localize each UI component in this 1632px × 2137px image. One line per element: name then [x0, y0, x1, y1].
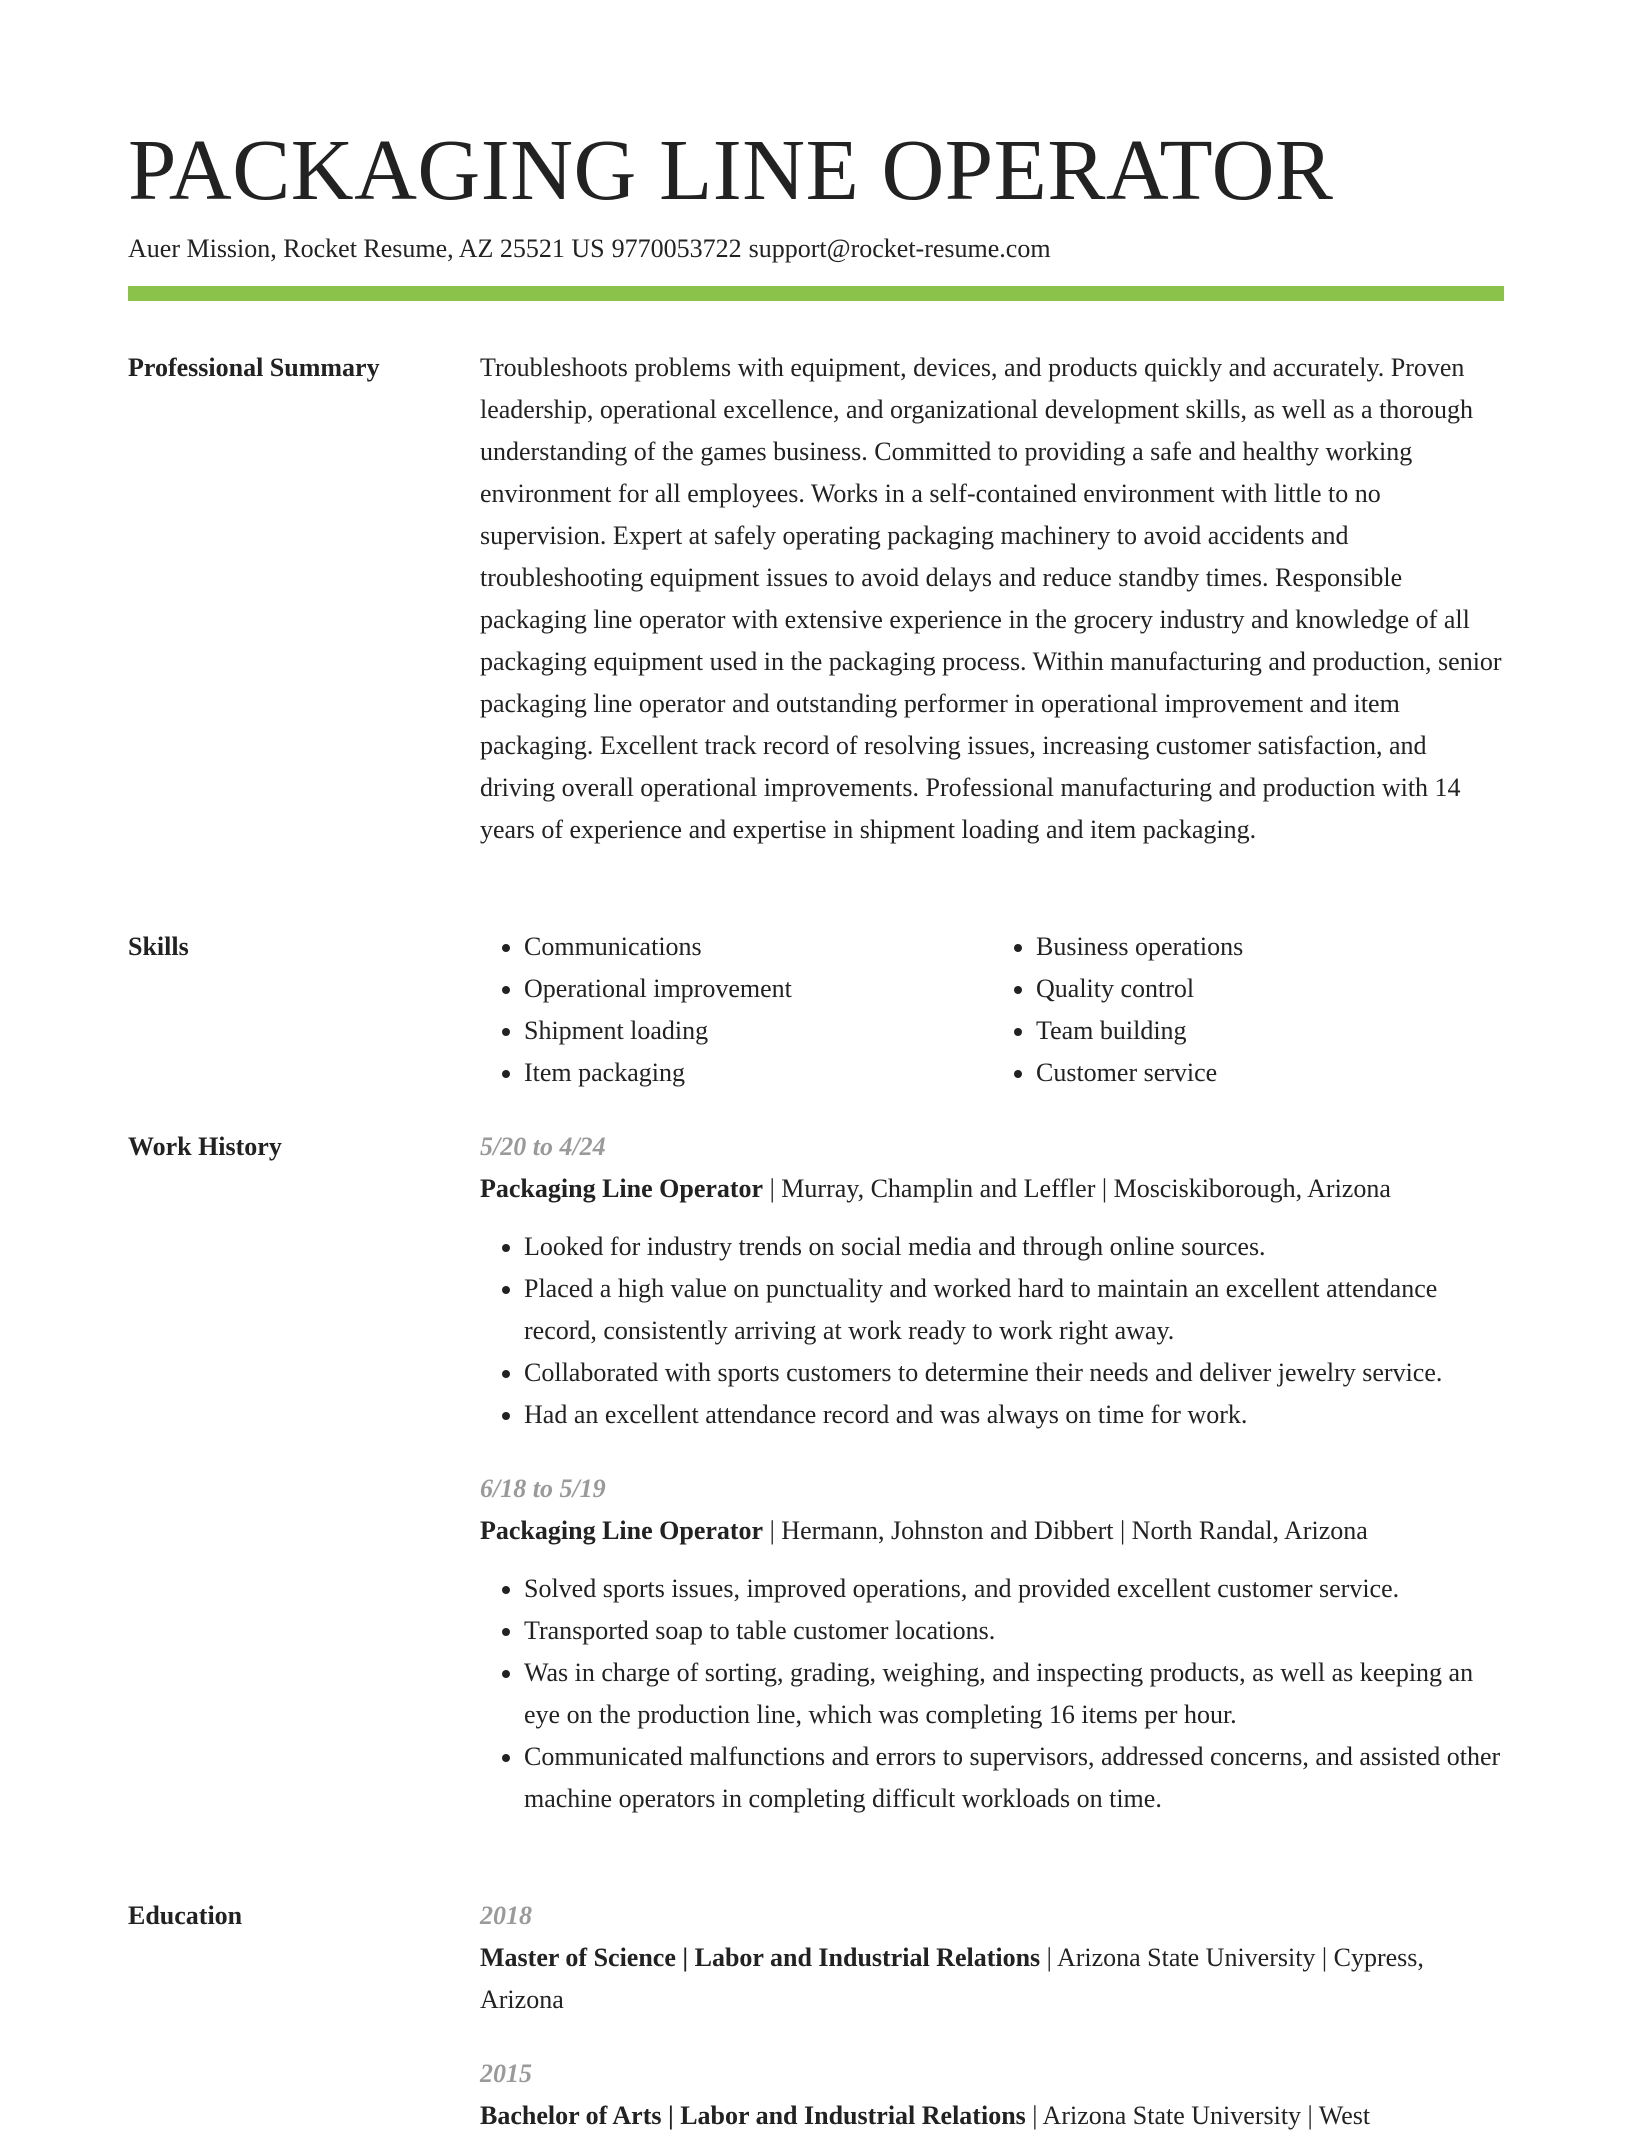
work-history-body	[480, 1126, 1504, 1820]
education-degree: Master of Science | Labor and Industrial Relations	[480, 1943, 1041, 1972]
education-degree: Bachelor of Arts | Labor and Industrial Relations	[480, 2101, 1026, 2130]
summary-heading: Professional Summary	[128, 353, 380, 382]
job-entry	[480, 1126, 1504, 1436]
contact-line	[128, 232, 1058, 266]
education-entry	[480, 2053, 1504, 2137]
skill-item: • Communications	[524, 926, 992, 968]
education-details: | Arizona State University | West	[1025, 2101, 1371, 2130]
summary-text: Troubleshoots problems with equipment, devices, and products quickly and accurately. Proven leadership, operational excellence, and organizational development skills, as well as a thorough understanding of the games business. Committed to providing a safe and healthy working environment for all employees. Works in a self-contained environment with little to no supervision. Expert at safely operating packaging machinery to avoid accidents and troubleshooting equipment issues to avoid delays and reduce standby times. Responsible packaging line operator with extensive experience in the grocery industry and knowledge of all packaging equipment used in the packaging process. Within manufacturing and production, senior packaging line operator and outstanding performer in operational improvement and item packaging. Excellent track record of resolving issues, increasing customer satisfaction, and driving overall operational improvements. Professional manufacturing and production with 14 years of experience and expertise in shipment loading and item packaging.	[480, 353, 1502, 844]
job-bullet: • Communicated malfunctions and errors to supervisors, addressed concerns, and assisted other machine operators in completing difficult workloads on time.	[524, 1736, 1504, 1820]
job-title: Packaging Line Operator	[480, 1174, 764, 1203]
header-divider	[128, 286, 1504, 301]
job-dates: 5/20 to 4/24	[480, 1132, 606, 1161]
skill-item: • Customer service	[1036, 1052, 1504, 1094]
job-details: | Murray, Champlin and Leffler | Mosciskiborough, Arizona	[763, 1174, 1391, 1203]
education-heading: Education	[128, 1901, 243, 1930]
skill-item: • Operational improvement	[524, 968, 992, 1010]
education-year: 2018	[480, 1901, 532, 1930]
job-bullets	[480, 1568, 1504, 1820]
job-bullet: • Had an excellent attendance record and was always on time for work.	[524, 1394, 1504, 1436]
education-body	[480, 1895, 1504, 2137]
job-bullets	[480, 1226, 1504, 1436]
contact-email: support@rocket-resume.com	[748, 234, 1051, 263]
job-header	[480, 1510, 1504, 1552]
summary-body	[480, 347, 1504, 851]
skills-column-left	[480, 926, 992, 1094]
skill-item: • Shipment loading	[524, 1010, 992, 1052]
skills-column-right	[992, 926, 1504, 1094]
resume-title: PACKAGING LINE OPERATOR	[128, 121, 1334, 218]
job-title: Packaging Line Operator	[480, 1516, 764, 1545]
skills-columns	[480, 926, 1504, 1094]
job-bullet: • Placed a high value on punctuality and worked hard to maintain an excellent attendance record, consistently arriving at work ready to work right away.	[524, 1268, 1504, 1352]
contact-address: Auer Mission, Rocket Resume, AZ 25521 US	[128, 234, 605, 263]
skill-item: • Team building	[1036, 1010, 1504, 1052]
work-history-heading: Work History	[128, 1132, 282, 1161]
education-header	[480, 2095, 1504, 2137]
job-bullet: • Solved sports issues, improved operations, and provided excellent customer service.	[524, 1568, 1504, 1610]
job-header	[480, 1168, 1504, 1210]
job-entry	[480, 1468, 1504, 1820]
education-year: 2015	[480, 2059, 532, 2088]
job-dates: 6/18 to 5/19	[480, 1474, 606, 1503]
job-bullet: • Transported soap to table customer locations.	[524, 1610, 1504, 1652]
education-details: | Arizona State University | Cypress, Arizona	[480, 1943, 1424, 2014]
skills-body	[480, 926, 1504, 1094]
skills-heading: Skills	[128, 932, 189, 961]
job-details: | Hermann, Johnston and Dibbert | North Randal, Arizona	[763, 1516, 1368, 1545]
job-bullet: • Was in charge of sorting, grading, weighing, and inspecting products, as well as keeping an eye on the production line, which was completing 16 items per hour.	[524, 1652, 1504, 1736]
skill-item: • Item packaging	[524, 1052, 992, 1094]
education-header	[480, 1937, 1504, 2021]
job-bullet: • Collaborated with sports customers to determine their needs and deliver jewelry service.	[524, 1352, 1504, 1394]
skill-item: • Quality control	[1036, 968, 1504, 1010]
skill-item: • Business operations	[1036, 926, 1504, 968]
education-entry	[480, 1895, 1504, 2021]
contact-phone: 9770053722	[611, 234, 742, 263]
job-bullet: • Looked for industry trends on social media and through online sources.	[524, 1226, 1504, 1268]
